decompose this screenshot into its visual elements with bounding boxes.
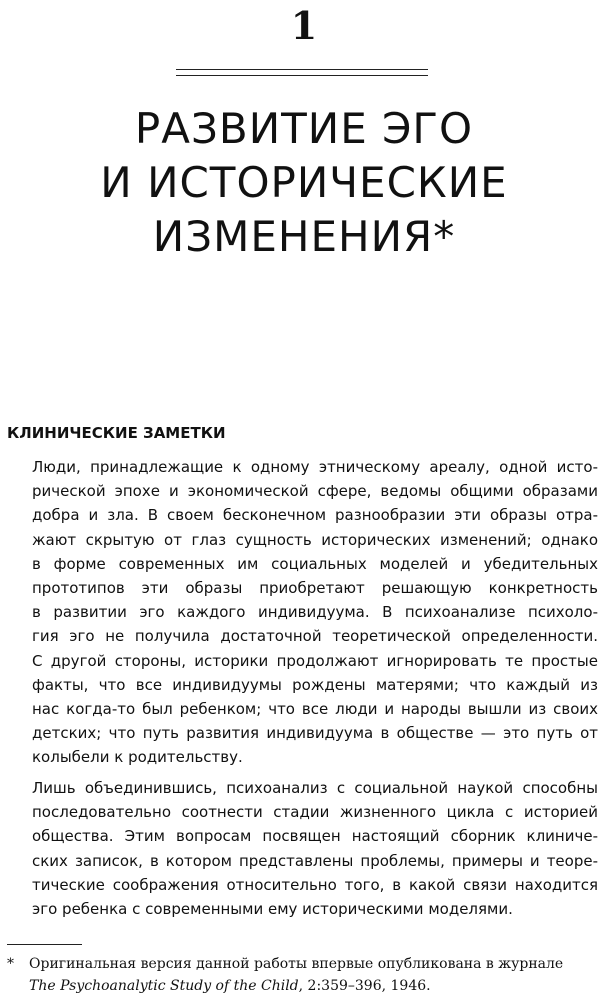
chapter-title-line-3: ИЗМЕНЕНИЯ* <box>152 212 456 261</box>
footnote-text: Оригинальная версия данной работы впервые опубликована в журнале <box>29 956 564 972</box>
paragraph-line: нас когда-то был ребенком; что все люди и народы вышли из своих <box>32 700 598 719</box>
paragraph-line: С другой стороны, историки продолжают игнорировать те простые <box>32 651 598 670</box>
footnote-marker: * <box>7 956 14 972</box>
paragraph-line: Лишь объединившись, психоанализ с социальной наукой способны <box>32 779 598 797</box>
paragraph-line: рической эпохе и экономической сфере, ведомы общими образами <box>32 482 598 501</box>
paragraph-line: Люди, принадлежащие к одному этническому ареалу, одной исто- <box>32 458 598 476</box>
paragraph-line: тические соображения относительно того, в какой связи находится <box>32 875 598 894</box>
footnote-citation: , 2:359–396, 1946. <box>298 978 431 994</box>
title-rule-top <box>176 69 428 70</box>
footnote-journal: The Psychoanalytic Study of the Child <box>29 978 299 994</box>
paragraph-line: прототипов эти образы приобретают решающую конкретность <box>32 579 598 598</box>
footnote-rule <box>7 944 82 945</box>
chapter-title-line-2: И ИСТОРИЧЕСКИЕ <box>100 158 508 207</box>
title-rule-bottom <box>176 75 428 76</box>
paragraph-line: ских записок, в котором представлены проблемы, примеры и теоре- <box>32 851 598 870</box>
paragraph-line: общества. Этим вопросам посвящен настоящий сборник клиниче- <box>32 827 598 846</box>
paragraph-line: в форме современных им социальных моделей и убедительных <box>32 554 598 573</box>
chapter-title-line-1: РАЗВИТИЕ ЭГО <box>134 104 474 153</box>
paragraph-line: детских; что путь развития индивидуума в обществе — это путь от <box>32 724 598 743</box>
paragraph-line: последовательно соотнести стадии жизненного цикла с историей <box>32 803 598 822</box>
chapter-number: 1 <box>290 3 318 48</box>
paragraph-1 <box>32 455 598 770</box>
paragraph-line: жают скрытую от глаз сущность исторических изменений; однако <box>32 530 598 549</box>
footnote <box>7 953 599 997</box>
chapter-title <box>0 102 608 264</box>
paragraph-line: эго ребенка с современными ему историческими моделями. <box>32 900 513 919</box>
paragraph-line: в развитии эго каждого индивидуума. В психоанализе психоло- <box>32 603 598 622</box>
paragraph-2 <box>32 776 598 921</box>
paragraph-line: колыбели к родительству. <box>32 748 243 767</box>
paragraph-line: гия эго не получила достаточной теоретической определенности. <box>32 627 598 646</box>
paragraph-line: факты, что все индивидуумы рождены матерями; что каждый из <box>32 675 598 694</box>
paragraph-line: добра и зла. В своем бесконечном разнообразии эти образы отра- <box>32 506 598 525</box>
section-heading: КЛИНИЧЕСКИЕ ЗАМЕТКИ <box>7 424 226 442</box>
